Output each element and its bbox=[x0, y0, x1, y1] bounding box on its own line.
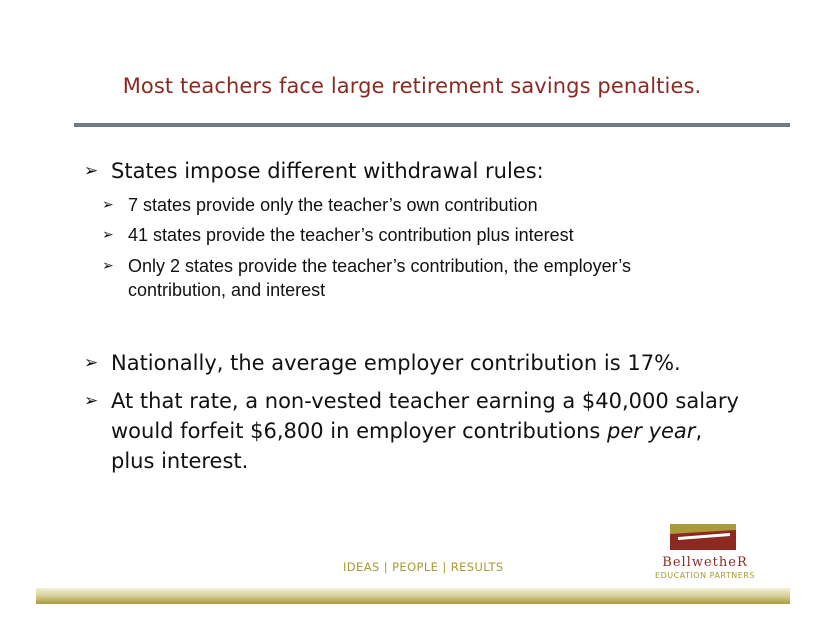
slide-title: Most teachers face large retirement savings penalties. bbox=[122, 74, 702, 98]
bullet-forfeit-example bbox=[84, 386, 751, 476]
bullet-text: States impose different withdrawal rules: bbox=[111, 159, 544, 183]
bellwether-logo bbox=[650, 524, 760, 584]
sub-bullet-text: Only 2 states provide the teacher’s contribution, the employer’s contribution, and interest bbox=[128, 256, 631, 300]
title-divider bbox=[74, 123, 790, 127]
sub-bullet-7-states bbox=[102, 193, 728, 217]
arrow-bullet-icon: ➢ bbox=[84, 391, 99, 411]
footer-tagline: IDEAS | PEOPLE | RESULTS bbox=[343, 560, 504, 574]
logo-subtitle: EDUCATION PARTNERS bbox=[655, 571, 755, 580]
bullet-average-contribution bbox=[84, 348, 751, 378]
bullet-withdrawal-rules bbox=[84, 156, 751, 186]
footer-bar bbox=[36, 588, 790, 604]
arrow-bullet-icon: ➢ bbox=[84, 161, 99, 181]
logo-name: BellwetheR bbox=[662, 555, 748, 570]
arrow-bullet-icon: ➢ bbox=[102, 258, 114, 274]
arrow-bullet-icon: ➢ bbox=[84, 353, 99, 373]
sub-bullet-2-states bbox=[102, 254, 728, 302]
bullet-text-part: At that rate, a non-vested teacher earning a $40,000 salary would forfeit $6,800 in employer contributions bbox=[111, 389, 739, 443]
bullet-text bbox=[111, 386, 751, 476]
bullet-emphasis: per year bbox=[607, 419, 696, 443]
sub-bullet-text: 7 states provide only the teacher’s own contribution bbox=[128, 195, 538, 215]
bullet-text: Nationally, the average employer contribution is 17%. bbox=[111, 351, 681, 375]
logo-mark-icon bbox=[670, 524, 736, 550]
sub-bullet-41-states bbox=[102, 223, 728, 247]
arrow-bullet-icon: ➢ bbox=[102, 227, 114, 243]
bullet-text-part: , plus interest. bbox=[111, 419, 703, 473]
arrow-bullet-icon: ➢ bbox=[102, 197, 114, 213]
sub-bullet-text: 41 states provide the teacher’s contribution plus interest bbox=[128, 225, 574, 245]
